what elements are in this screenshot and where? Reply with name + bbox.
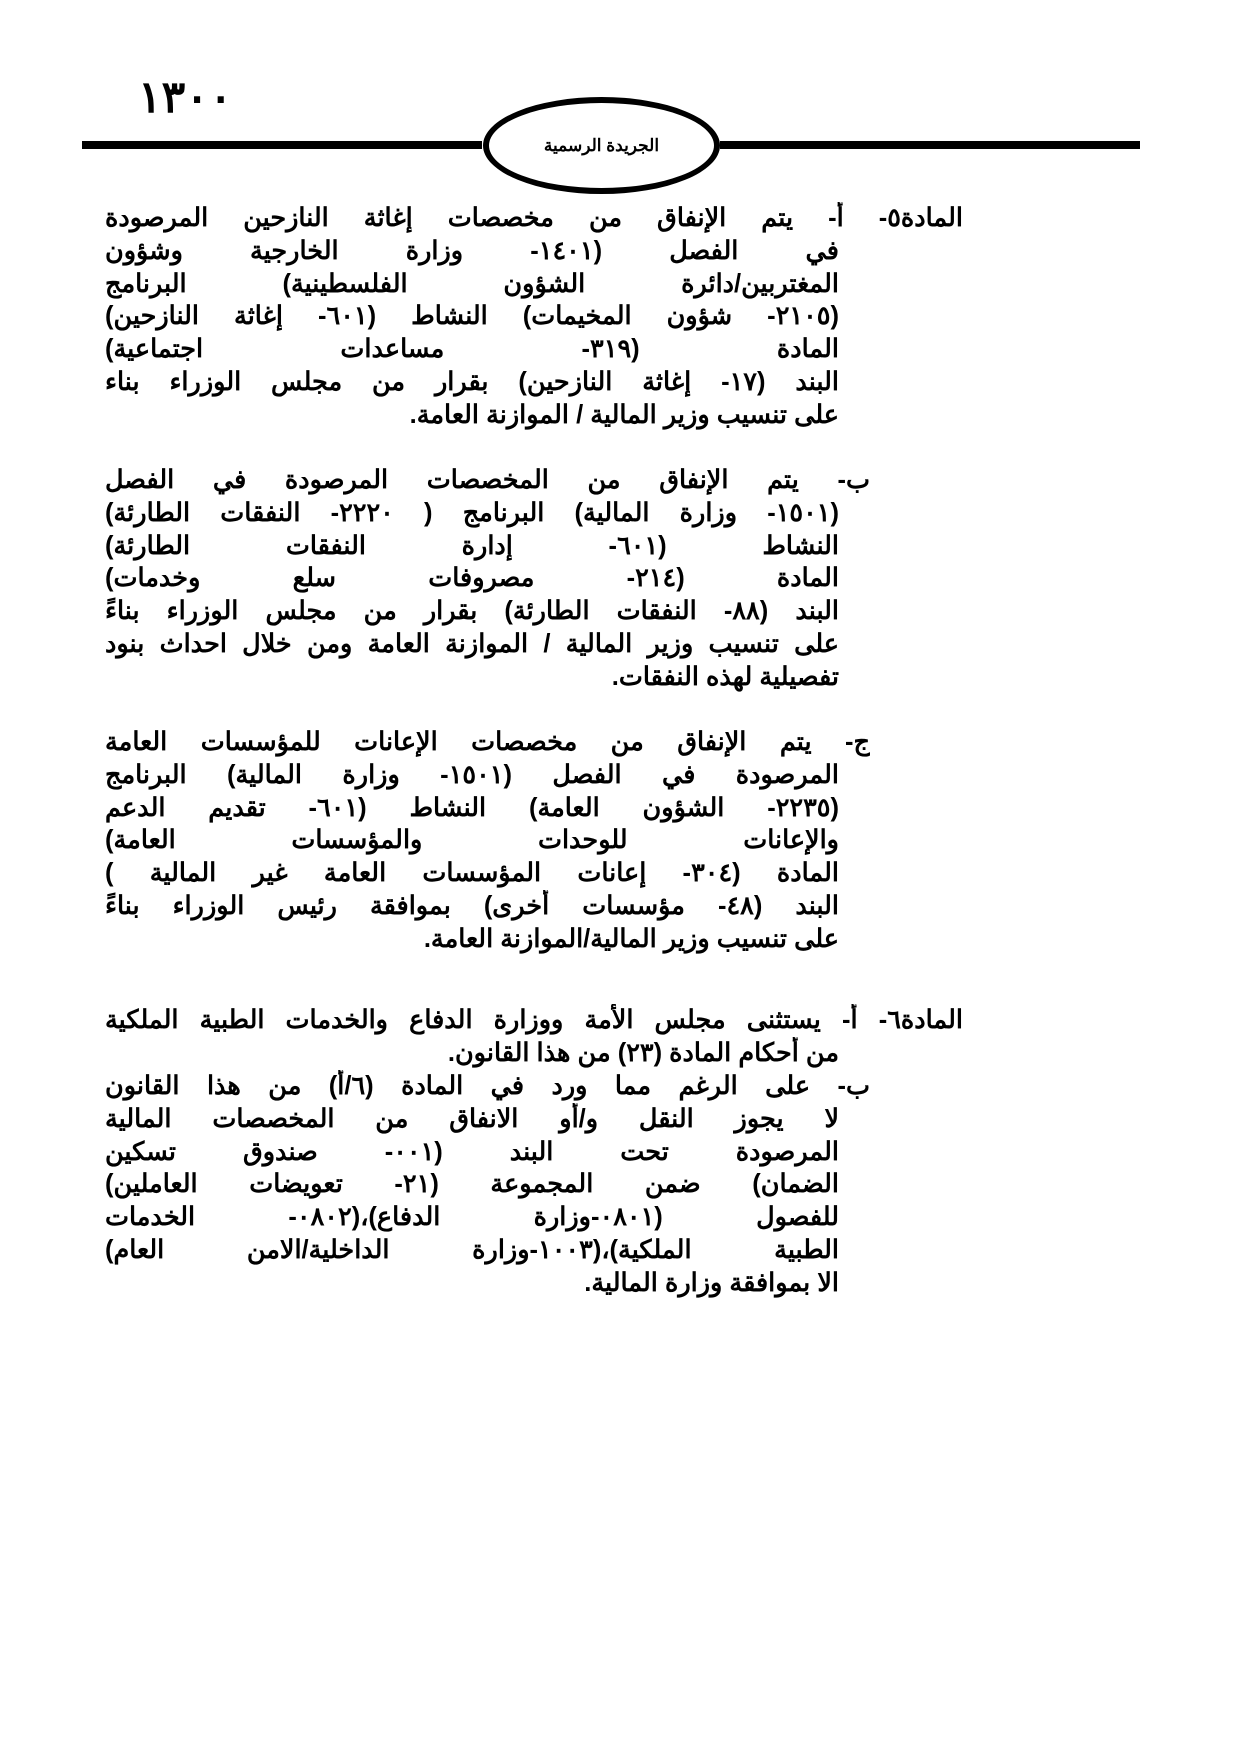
text-line: على تنسيب وزير المالية / الموازنة العامة. [409,400,839,429]
text-line: لا يجوز النقل و/أو الانفاق من المخصصات المالية [105,1104,839,1133]
text-line: المرصودة في الفصل (١٥٠١- وزارة المالية) البرنامج [105,760,839,789]
text-line: المغتربين/دائرة الشؤون الفلسطينية) البرنامج [105,269,839,298]
text-line: على تنسيب وزير المالية / الموازنة العامة ومن خلال احداث بنود [105,629,839,658]
article6-a [105,1004,963,1070]
text-line: الطبية الملكية)،(١٠٠٣-وزارة الداخلية/الامن العام) [105,1235,839,1264]
text-line: من أحكام المادة (٢٣) من هذا القانون. [447,1038,839,1067]
text-line: في الفصل (١٤٠١- وزارة الخارجية وشؤون [105,236,839,265]
text-line: البند (١٧- إغاثة النازحين) بقرار من مجلس الوزراء بناء [105,367,839,396]
text-line: الضمان) ضمن المجموعة (٢١- تعويضات العاملين) [105,1170,839,1199]
text-line: والإعانات للوحدات والمؤسسات العامة) [105,826,839,855]
gazette-title-oval [483,97,720,194]
text-line: المرصودة تحت البند (٠٠١- صندوق تسكين [105,1137,839,1166]
text-line: المادة (٣١٩- مساعدات اجتماعية) [105,335,839,364]
header-rule-right [720,141,1140,149]
text-line: (٢١٠٥- شؤون المخيمات) النشاط (٦٠١- إغاثة النازحين) [105,302,839,331]
text-line: المادة (٢١٤- مصروفات سلع وخدمات) [105,564,839,593]
text-line: المادة (٣٠٤- إعانات المؤسسات العامة غير المالية ) [105,859,839,888]
text-line: المادة٦- أ- يستثنى مجلس الأمة ووزارة الدفاع والخدمات الطبية الملكية [105,1006,963,1034]
page-number: ١٣٠٠ [138,73,233,122]
text-line: ب- يتم الإنفاق من المخصصات المرصودة في الفصل [105,466,870,494]
article6-b [105,1070,870,1300]
text-line: المادة٥- أ- يتم الإنفاق من مخصصات إغاثة النازحين المرصودة [105,204,963,232]
text-line: ب- على الرغم مما ورد في المادة (٦/أ) من هذا القانون [105,1072,870,1100]
text-line: النشاط (٦٠١- إدارة النفقات الطارئة) [105,531,839,560]
gazette-title: الجريدة الرسمية [543,135,660,155]
text-line: ج- يتم الإنفاق من مخصصات الإعانات للمؤسسات العامة [105,728,870,756]
text-line: (٢٢٣٥- الشؤون العامة) النشاط (٦٠١- تقديم الدعم [105,793,839,822]
text-line: (١٥٠١- وزارة المالية) البرنامج ( ٢٢٢٠- النفقات الطارئة) [105,498,839,527]
text-line: تفصيلية لهذه النفقات. [611,662,839,691]
text-line: على تنسيب وزير المالية/الموازنة العامة. [423,924,839,953]
article5-b [105,464,870,694]
text-line: للفصول (٠٨٠١-وزارة الدفاع)،(٠٨٠٢- الخدمات [105,1203,839,1232]
header-rule-left [82,141,482,149]
article5-a [105,202,963,432]
text-line: البند (٨٨- النفقات الطارئة) بقرار من مجلس الوزراء بناءً [105,597,839,626]
text-line: البند (٤٨- مؤسسات أخرى) بموافقة رئيس الوزراء بناءً [105,891,839,920]
text-line: الا بموافقة وزارة المالية. [584,1268,839,1297]
article5-c [105,726,870,956]
